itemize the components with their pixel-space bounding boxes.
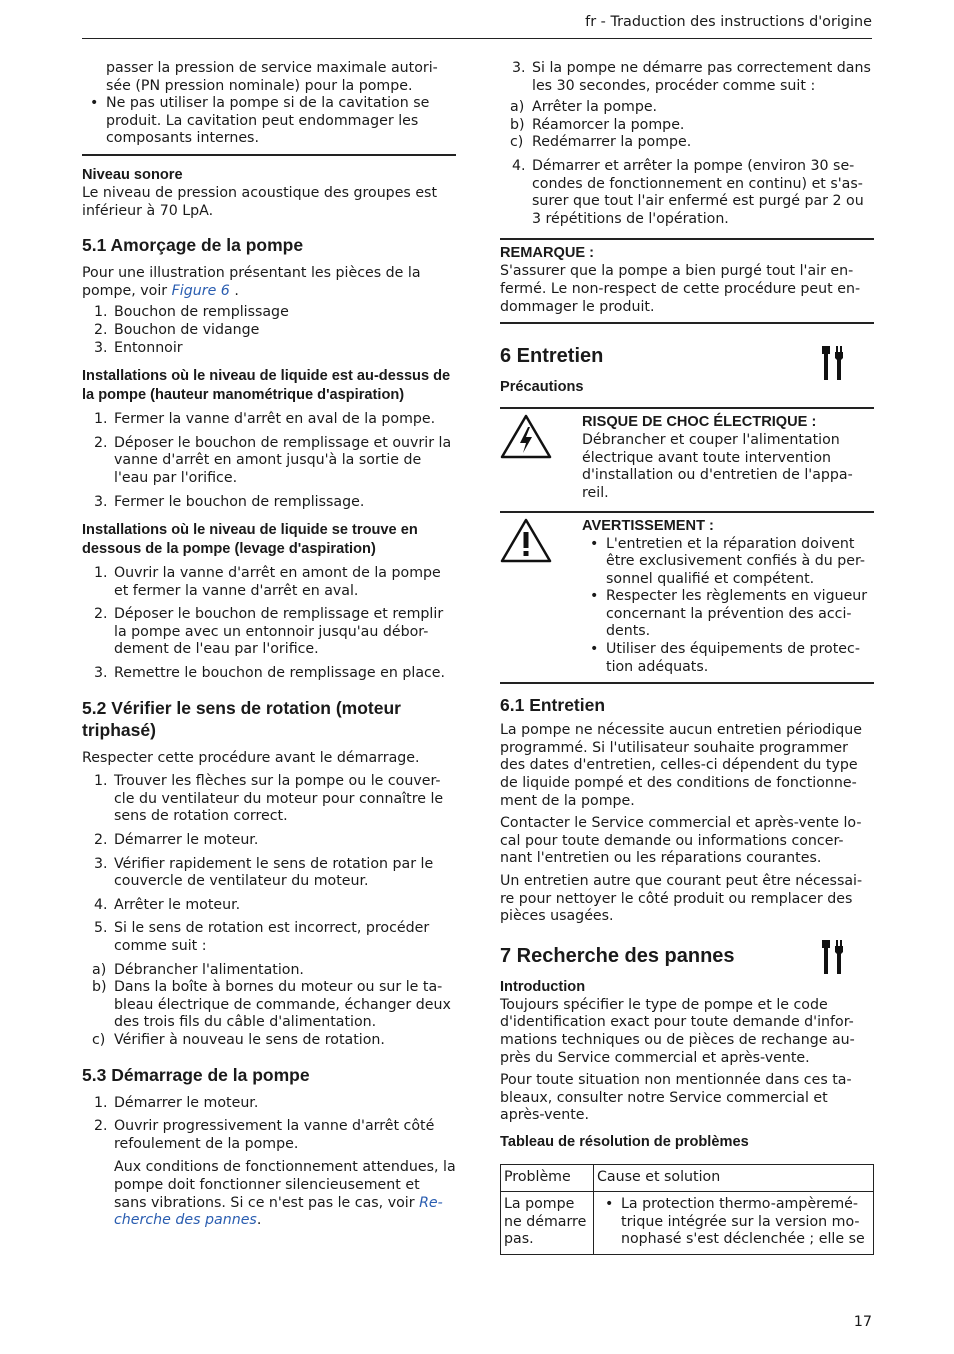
section-7-heading	[500, 944, 874, 968]
maintenance-p2: Contacter le Service commercial et après-vente lo-cal pour toute demande ou informations concer-nant l'entretien ou les réparations courantes.	[500, 815, 862, 867]
below-title: Installations où le niveau de liquide se trouve en dessous de la pompe (levage d'aspiration)	[82, 522, 418, 558]
above-title: Installations où le niveau de liquide est au-dessus de la pompe (hauteur manométrique d'aspiration)	[82, 368, 451, 404]
right-column	[500, 60, 874, 1255]
list-item: 2. Déposer le bouchon de remplissage et remplir la pompe avec un entonnoir jusqu'au débor-dement de l'eau par l'orifice.	[94, 606, 444, 658]
left-column	[82, 60, 456, 1235]
maintenance-p1: La pompe ne nécessite aucun entretien périodique programmé. Si l'utilisateur souhaite programmer des dates d'entretien, celles-ci dépendent du type de liquide pompé et des conditions de fonctionne-ment de la pompe.	[500, 722, 862, 809]
rotation-steps	[82, 773, 456, 955]
list-item: 3. Remettre le bouchon de remplissage en place.	[94, 665, 446, 682]
table-title: Tableau de résolution de problèmes	[500, 1133, 749, 1150]
troubleshooting-table	[500, 1164, 874, 1255]
list-item: • Respecter les règlements en vigueur concernant la prévention des acci-dents.	[590, 588, 868, 640]
restart-step-4	[500, 158, 874, 228]
list-item: 3. Entonnoir	[94, 339, 183, 356]
section-6-heading	[500, 344, 874, 368]
list-item: 2. Bouchon de vidange	[94, 321, 260, 338]
section-5-1-intro: Pour une illustration présentant les pièces de la pompe, voir Figure 6 .	[82, 265, 421, 299]
section-7-title: 7 Recherche des pannes	[500, 944, 735, 967]
list-item: 5. Si le sens de rotation est incorrect, procéder comme suit :	[94, 920, 430, 954]
parts-list	[82, 304, 456, 357]
page-number: 17	[853, 1314, 872, 1330]
table-header-cell: Problème	[501, 1164, 594, 1191]
remark-box	[500, 238, 874, 324]
startup-steps	[82, 1095, 456, 1154]
precautions-title: Précautions	[500, 379, 584, 396]
below-steps	[82, 565, 456, 683]
list-item: 4. Arrêter le moteur.	[94, 896, 241, 913]
section-5-1-title: 5.1 Amorçage de la pompe	[82, 235, 304, 256]
list-item: • Utiliser des équipements de protec-tion adéquats.	[590, 641, 860, 675]
table-cell-cause: • La protection thermo-ampèremé-trique intégrée sur la version mo-nophasé s'est déclenchée ; elle se	[594, 1191, 874, 1254]
noise-title: Niveau sonore	[82, 166, 183, 183]
table-header-row	[501, 1164, 874, 1191]
list-item: 1. Bouchon de remplissage	[94, 304, 289, 321]
restart-substeps	[500, 99, 874, 152]
remark-text: S'assurer que la pompe a bien purgé tout l'air en-fermé. Le non-respect de cette procédure peut en-dommager le produit.	[500, 263, 861, 315]
introduction-title: Introduction	[500, 978, 586, 995]
list-item: b) Dans la boîte à bornes du moteur ou sur le ta-bleau électrique de commande, échanger deux des trois fils du câble d'alimentation.	[92, 979, 451, 1031]
table-row	[501, 1191, 874, 1254]
intro-bullets	[82, 95, 456, 148]
list-item: 3. Vérifier rapidement le sens de rotation par le couvercle de ventilateur du moteur.	[94, 855, 434, 890]
list-item: 2. Déposer le bouchon de remplissage et ouvrir la vanne d'arrêt en amont jusqu'à la sortie de l'eau par l'orifice.	[94, 434, 452, 486]
list-item: 3. Fermer le bouchon de remplissage.	[94, 493, 365, 510]
page-header	[82, 14, 872, 39]
figure-6-link[interactable]: Figure 6	[171, 282, 230, 299]
section-5-2-title: 5.2 Vérifier le sens de rotation (moteur triphasé)	[82, 697, 401, 740]
tools-icon	[820, 940, 846, 976]
intro-continuation: passer la pression de service maximale autori-sée (PN pression nominale) pour la pompe.	[106, 60, 438, 94]
list-item: 1. Ouvrir la vanne d'arrêt en amont de la pompe et fermer la vanne d'arrêt en aval.	[94, 565, 441, 599]
list-item: • L'entretien et la réparation doivent être exclusivement confiés à du per-sonnel qualifié et compétent.	[590, 535, 866, 587]
table-header-cell: Cause et solution	[594, 1164, 874, 1191]
list-item: 3. Si la pompe ne démarre pas correctement dans les 30 secondes, procéder comme suit :	[512, 60, 871, 94]
noise-text: Le niveau de pression acoustique des groupes est inférieur à 70 LpA.	[82, 184, 438, 219]
list-item: 4. Démarrer et arrêter la pompe (environ 30 se-condes de fonctionnement en continu) et s'as-surer que tout l'air enfermé est purgé par 2 ou 3 répétitions de l'opération.	[512, 157, 864, 227]
section-6-title: 6 Entretien	[500, 345, 604, 368]
maintenance-p3: Un entretien autre que courant peut être nécessai-re pour nettoyer le côté produit ou remplacer des pièces usagées.	[500, 873, 863, 925]
warning-notice	[500, 511, 874, 685]
list-item: a) Arrêter la pompe.	[510, 99, 658, 116]
warning-list	[582, 536, 874, 677]
rotation-substeps	[82, 962, 456, 1050]
list-item: • Ne pas utiliser la pompe si de la cavitation se produit. La cavitation peut endommager les composants internes.	[90, 95, 430, 147]
section-5-3-title: 5.3 Démarrage de la pompe	[82, 1064, 310, 1085]
troubleshooting-link[interactable]: Re-cherche des pannes	[114, 1194, 443, 1229]
above-steps	[82, 411, 456, 511]
list-item: 1. Démarrer le moteur.	[94, 1094, 259, 1111]
remark-title: REMARQUE :	[500, 245, 595, 262]
list-item: 2. Ouvrir progressivement la vanne d'arrêt côté refoulement de la pompe.	[94, 1118, 435, 1152]
list-item: c) Vérifier à nouveau le sens de rotation.	[92, 1031, 385, 1048]
list-item: 1. Trouver les flèches sur la pompe ou le couver-cle du ventilateur du moteur pour connaître le sens de rotation correct.	[94, 773, 444, 825]
section-6-1-title: 6.1 Entretien	[500, 695, 606, 716]
list-item: a) Débrancher l'alimentation.	[92, 961, 304, 978]
warning-title: AVERTISSEMENT :	[582, 517, 714, 534]
electric-hazard-icon	[500, 413, 552, 459]
tools-icon	[820, 346, 846, 382]
electric-shock-notice	[500, 407, 874, 508]
warning-icon	[500, 517, 552, 563]
introduction-p1: Toujours spécifier le type de pompe et le code d'identification exact pour toute demande d'infor-mations techniques ou de pièces de rechange au-près du Service commercial et après-vente.	[500, 996, 855, 1066]
divider	[82, 154, 456, 156]
startup-note: Aux conditions de fonctionnement attendues, la pompe doit fonctionner silencieusement et sans vibrations. Si ce n'est pas le cas, voir Re-cherche des pannes.	[114, 1159, 456, 1229]
shock-text: Débrancher et couper l'alimentation électrique avant toute intervention d'installation ou d'entretien de l'appa-reil.	[582, 432, 853, 501]
shock-title: RISQUE DE CHOC ÉLECTRIQUE :	[582, 414, 817, 431]
introduction-p2: Pour toute situation non mentionnée dans ces ta-bleaux, consulter notre Service commercial et après-vente.	[500, 1072, 852, 1124]
list-item: 2. Démarrer le moteur.	[94, 832, 259, 849]
header-title: fr - Traduction des instructions d'origine	[585, 14, 872, 30]
list-item: 1. Fermer la vanne d'arrêt en aval de la pompe.	[94, 411, 436, 428]
list-item: b) Réamorcer la pompe.	[510, 116, 685, 133]
table-cell-problem: La pompe ne démarre pas.	[501, 1191, 594, 1254]
section-5-2-intro: Respecter cette procédure avant le démarrage.	[82, 749, 420, 766]
list-item: c) Redémarrer la pompe.	[510, 134, 692, 151]
restart-step-3	[500, 60, 874, 95]
